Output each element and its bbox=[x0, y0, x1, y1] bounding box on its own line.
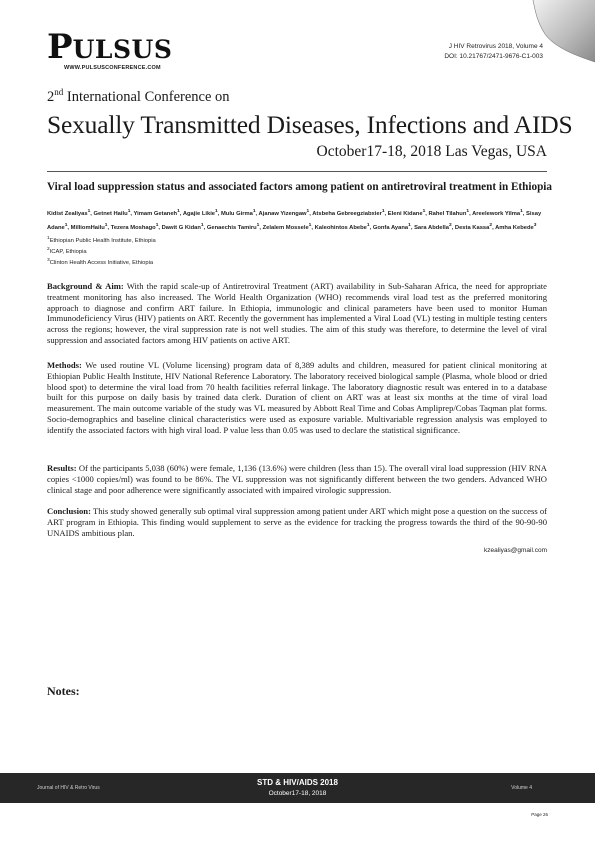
author-affiliation: 1 bbox=[422, 209, 426, 214]
affiliation-number: 1 bbox=[47, 236, 50, 241]
edition-number: 2 bbox=[47, 88, 55, 105]
author-affiliation: 1 bbox=[408, 222, 411, 228]
publisher-brand bbox=[47, 27, 173, 67]
conclusion-paragraph bbox=[47, 506, 547, 538]
journal-meta bbox=[444, 42, 543, 62]
notes-heading: Notes: bbox=[47, 684, 80, 698]
author-name: Rahel Tilahun bbox=[428, 210, 467, 217]
author-name: Sara Abdella bbox=[414, 224, 449, 231]
methods-text: We used routine VL (Volume licensing) program data of 8,389 adults and children, measured for patient clinical monitoring at Ethiopian Public Health Institute, HIV National Reference Laboratory. The laboratory received biological sample (Plasma, whole blood or dried blood spot) to determine the viral load from 70 health facilities referral linkage. The laboratory diagnostic result was entered in to a database built for this purpose on daily basis by trained data clerk. Duration of client on ART was at least six months at the time of viral load measurement. The main outcome variable of the study was VL measured by Abbott Real Time and Cobas Ampliprep/Cobas Taqman plat forms. Socio-demographics and baseline clinical characteristics were used as exposure variable. Multivariable regression analysis was employed to identify the associated factors with high viral load. P value less than 0.05 was used to declare the statistical significance. bbox=[47, 360, 547, 435]
doi-line: DOI: 10.21767/2471-9676-C1-003 bbox=[444, 53, 543, 60]
author-name: Atsbeha Gebreegziabxier bbox=[312, 210, 382, 217]
author-affiliation: 1 bbox=[64, 222, 68, 228]
header-divider bbox=[47, 171, 547, 172]
affiliation-number: 2 bbox=[47, 247, 50, 252]
author-name: Kidist Zealiyas bbox=[47, 210, 88, 217]
background-label: Background & Aim: bbox=[47, 281, 124, 291]
affiliation-text: Ethiopian Public Health Institute, Ethiopia bbox=[49, 237, 156, 244]
author-name: Eleni Kidane bbox=[387, 210, 423, 217]
author-affiliation: 1 bbox=[200, 222, 204, 228]
brand-rest: ULSUS bbox=[72, 35, 173, 64]
journal-line: J HIV Retrovirus 2018, Volume 4 bbox=[448, 43, 543, 50]
author-affiliation: 1 bbox=[252, 209, 256, 214]
author-affiliation: 1 bbox=[155, 222, 159, 228]
edition-text: International Conference on bbox=[63, 88, 230, 105]
author-name: Zelalem Mossele bbox=[262, 224, 309, 231]
author-name: Kaleohintos Abebe bbox=[314, 224, 367, 231]
author-affiliation: 1 bbox=[104, 222, 108, 228]
affiliation-1 bbox=[47, 236, 156, 244]
footer-conference-date: October17-18, 2018 bbox=[268, 790, 327, 797]
methods-label: Methods: bbox=[47, 360, 82, 370]
footer-conference-title: STD & HIV/AIDS 2018 bbox=[257, 778, 338, 787]
author-name: Genaechis Tamiru bbox=[206, 224, 257, 231]
article-title: Viral load suppression status and associated factors among patient on antiretroviral treatment in Ethiopia bbox=[47, 181, 553, 193]
footer-bar bbox=[0, 773, 595, 803]
publisher-url: WWW.PULSUSCONFERENCE.COM bbox=[64, 65, 161, 71]
author-name: Yimam Getaneh bbox=[133, 210, 178, 217]
affiliation-text: Clinton Health Access Initiative, Ethiopia bbox=[49, 259, 154, 266]
affiliation-3 bbox=[47, 258, 153, 266]
author-name: Amha Kebede bbox=[495, 224, 534, 231]
edition-suffix: nd bbox=[54, 87, 64, 97]
author-affiliation: 1 bbox=[366, 222, 370, 228]
conference-edition bbox=[47, 87, 230, 106]
footer-volume: Volume 4 bbox=[511, 785, 532, 791]
brand-cap: P bbox=[47, 27, 73, 67]
results-text: Of the participants 5,038 (60%) were female, 1,136 (13.6%) were children (less than 15). The overall viral load suppression (HIV RNA copies <1000 copies/ml) was found to be 86%. The VL suppression was not significantly different between the two genders. Advanced WHO clinical stage and poor adherence were significantly associated with impaired virologic suppression. bbox=[47, 463, 547, 495]
affiliation-2 bbox=[47, 247, 87, 255]
author-affiliation: 1 bbox=[520, 209, 523, 214]
author-affiliation: 1 bbox=[256, 222, 260, 228]
author-name: Sisay Adane bbox=[47, 210, 542, 231]
publisher-logo bbox=[47, 27, 173, 71]
conclusion-label: Conclusion: bbox=[47, 506, 91, 516]
author-affiliation: 2 bbox=[448, 222, 452, 228]
author-affiliation: 1 bbox=[308, 222, 312, 228]
conclusion-text: This study showed generally sub optimal viral suppression among patient under ART which might pose a question on the success of ART program in Ethiopia. This finding would supplement to serve as the evidence for tracking the progress towards the third of the 90-90-90 UNAIDS ambitious plan. bbox=[47, 506, 547, 538]
affiliation-text: ICAP, Ethiopia bbox=[49, 248, 87, 255]
results-paragraph bbox=[47, 463, 547, 495]
author-affiliation: 1 bbox=[381, 209, 385, 214]
conference-date: October17-18, 2018 Las Vegas, USA bbox=[316, 143, 547, 160]
contact-email[interactable]: kzealiyas@gmail.com bbox=[484, 547, 547, 554]
affiliation-number: 3 bbox=[47, 258, 50, 263]
author-list: Kidist Zealiyas$^1$, Getnet Hailu$^1$, Yimam Getaneh$^1$, Agajie Likie$^1$, Mulu Girma$^1$, Ajanaw Yizengaw$^1$, Atsbeha Gebreegziabxier$^1$, Eleni Kidane$^1$, Rahel Tilahun$^1$, Areelework Yilma$^1$, Sisay Adane$^1$, MilliomHailu$^1$, Tezera Moshago$^1$, Dawit G Kidan$^1$, Genaechis Tamiru$^1$, Zelalem Mossele$^1$, Kaleohintos Abebe$^1$, Gonfa Ayana$^1$, Sara Abdella$^2$, Desta Kassa$^2$, Amha Kebede$^3$ bbox=[47, 209, 542, 231]
author-name: Areelework Yilma bbox=[472, 210, 521, 217]
author-affiliation: 1 bbox=[87, 209, 91, 214]
background-paragraph bbox=[47, 281, 547, 346]
author-affiliation: 1 bbox=[466, 209, 470, 214]
author-affiliation: 1 bbox=[215, 209, 218, 214]
conference-title: Sexually Transmitted Diseases, Infections and AIDS bbox=[47, 110, 573, 139]
author-affiliation: 1 bbox=[127, 209, 131, 214]
author-affiliation: 3 bbox=[533, 222, 537, 228]
author-name: Ajanaw Yizengaw bbox=[258, 210, 307, 217]
author-name: MilliomHailu bbox=[70, 224, 105, 231]
author-affiliation: 1 bbox=[177, 209, 180, 214]
background-text: With the rapid scale-up of Antiretroviral Treatment (ART) availability in Sub-Saharan Africa, the need for appropriate treatment monitoring has also increased. The World Health Organization (WHO) recommends viral load test as the preferred monitoring approach to diagnose and confirm ART failure. In Ethiopia, immunologic and clinical parameters have been used to monitor Human Immunodeficiency Virus (HIV) patients on ART. Recently the government has implemented a Viral Load (VL) testing in multiple testing centers across the regions; however, the viral suppression rate is not well studies. The aim of this study was therefore, to determine the level of viral suppression and associated factors among HIV patients on active ART. bbox=[47, 281, 547, 345]
author-name: Getnet Hailu bbox=[93, 210, 128, 217]
author-affiliation: 2 bbox=[489, 222, 493, 228]
author-name: Tezera Moshago bbox=[110, 224, 156, 231]
methods-paragraph bbox=[47, 360, 547, 436]
author-affiliation: 1 bbox=[306, 209, 310, 214]
results-label: Results: bbox=[47, 463, 77, 473]
author-name: Mulu Girma bbox=[220, 210, 253, 217]
author-name: Agajie Likie bbox=[182, 210, 216, 217]
author-name: Gonfa Ayana bbox=[372, 224, 409, 231]
author-name: Dawit G Kidan bbox=[161, 224, 201, 231]
footer-journal: Journal of HIV & Retro Virus bbox=[37, 785, 100, 791]
author-name: Desta Kassa bbox=[454, 224, 490, 231]
page-number: Page 26 bbox=[531, 812, 548, 817]
footer-center bbox=[0, 777, 595, 799]
